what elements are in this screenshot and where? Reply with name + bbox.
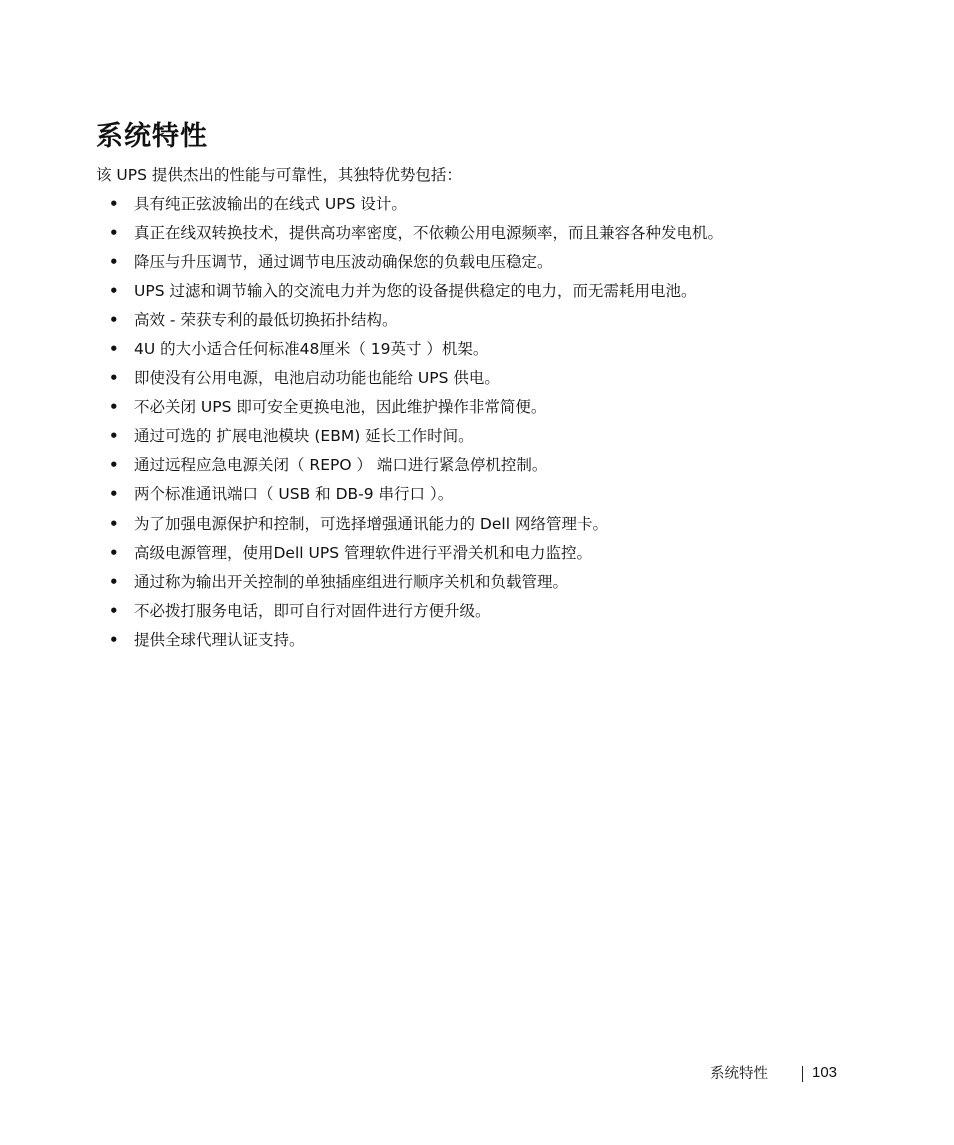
feature-text: 真正在线双转换技术，提供高功率密度，不依赖公用电源频率，而且兼容各种发电机。 [134,224,724,243]
feature-text: 两个标准通讯端口（ USB 和 DB-9 串行口 ）。 [134,485,454,504]
list-item [96,629,856,658]
intro-text: 该 UPS 提供杰出的性能与可靠性，其独特优势包括： [96,166,462,184]
feature-text: 高级电源管理，使用Dell UPS 管理软件进行平滑关机和电力监控。 [134,543,592,562]
bullet: • [109,369,119,388]
list-item [96,483,856,512]
feature-text: UPS 过滤和调节输入的交流电力并为您的设备提供稳定的电力，而无需耗用电池。 [134,282,697,301]
feature-list [96,193,856,658]
list-item [96,309,856,338]
footer-divider [802,1066,803,1082]
list-item [96,571,856,600]
bullet: • [109,572,119,591]
list-item [96,396,856,425]
feature-text: 具有纯正弦波输出的在线式 UPS 设计。 [134,195,407,213]
list-item [96,251,856,280]
page-number: 103 [812,1064,838,1081]
feature-text: 通过称为输出开关控制的单独插座组进行顺序关机和负载管理。 [134,572,569,591]
list-item [96,280,856,309]
feature-text: 4U 的大小适合任何标准48厘米（ 19英寸 ）机架。 [134,340,489,359]
feature-text: 通过远程应急电源关闭（ REPO ） 端口进行紧急停机控制。 [134,456,548,475]
feature-text: 为了加强电源保护和控制，可选择增强通讯能力的 Dell 网络管理卡。 [134,514,608,533]
page-title: 系统特性 [96,121,208,152]
list-item [96,454,856,483]
feature-text: 降压与升压调节，通过调节电压波动确保您的负载电压稳定。 [134,253,553,272]
feature-text: 即使没有公用电源，电池启动功能也能给 UPS 供电。 [134,369,500,388]
bullet: • [109,340,119,359]
footer-section-title: 系统特性 [710,1066,768,1082]
bullet: • [109,601,119,620]
feature-text: 不必拨打服务电话，即可自行对固件进行方便升级。 [134,601,491,620]
list-item [96,542,856,571]
list-item [96,338,856,367]
feature-text: 通过可选的 扩展电池模块 (EBM) 延长工作时间。 [134,427,474,446]
bullet: • [109,514,119,533]
list-item [96,600,856,629]
bullet: • [109,456,119,475]
bullet: • [109,253,119,272]
bullet: • [109,427,119,446]
list-item [96,513,856,542]
bullet: • [109,311,119,330]
bullet: • [109,398,119,417]
bullet: • [109,485,119,504]
list-item [96,367,856,396]
feature-text: 高效 - 荣获专利的最低切换拓扑结构。 [134,311,398,330]
feature-text: 不必关闭 UPS 即可安全更换电池，因此维护操作非常简便。 [134,398,547,417]
list-item [96,425,856,454]
bullet: • [109,630,119,649]
bullet: • [109,224,119,243]
bullet: • [109,282,119,301]
list-item [96,193,856,222]
bullet: • [109,195,119,213]
feature-text: 提供全球代理认证支持。 [134,630,305,649]
list-item [96,222,856,251]
bullet: • [109,543,119,562]
